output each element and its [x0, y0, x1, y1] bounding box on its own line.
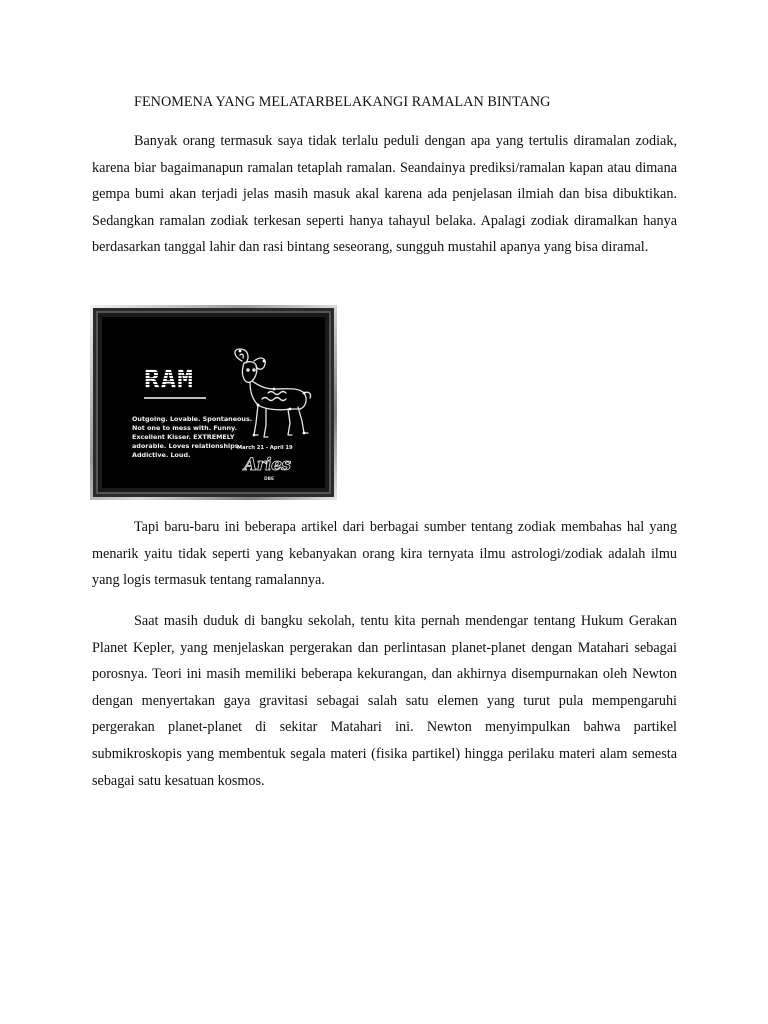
poster-dates: March 21 - April 19 — [237, 445, 293, 451]
paragraph-intro: Banyak orang termasuk saya tidak terlalu peduli dengan apa yang tertulis diramalan zodiak, karena biar bagaimanapun ramalan tetaplah ramalan. Seandainya prediksi/ramalan kapan atau dimana gempa bumi akan terjadi jelas masih masuk akal karena ada penjelasan ilmiah dan bisa dibuktikan. Sedangkan ramalan zodiak terkesan seperti hanya tahayul belaka. Apalagi zodiak diramalkan hanya berdasarkan tanggal lahir dan rasi bintang seseorang, sungguh mustahil apanya yang bisa diramal. — [92, 133, 677, 256]
poster-traits: Outgoing. Lovable. Spontaneous. Not one to mess with. Funny. Excellent Kisser. EXTREMELY adorable. Loves relationships. Addictive. Loud. — [132, 415, 253, 459]
poster-heading-underline — [144, 397, 206, 399]
poster-frame — [93, 308, 334, 497]
poster-sign-name: Aries — [244, 455, 291, 475]
aries-poster-image — [90, 305, 337, 500]
poster-sign-subtitle: DBE — [264, 477, 274, 482]
poster-heading: RAM — [144, 365, 194, 395]
document-title: FENOMENA YANG MELATARBELAKANGI RAMALAN BINTANG — [134, 94, 551, 110]
paragraph-articles: Tapi baru-baru ini beberapa artikel dari berbagai sumber tentang zodiak membahas hal yang menarik yaitu tidak seperti yang kebanyakan orang kira ternyata ilmu astrologi/zodiak adalah ilmu yang logis termasuk tentang ramalannya. — [92, 519, 677, 589]
poster-canvas — [102, 317, 325, 488]
ram-constellation-icon — [228, 347, 314, 443]
paragraph-kepler-newton: Saat masih duduk di bangku sekolah, tentu kita pernah mendengar tentang Hukum Gerakan Planet Kepler, yang menjelaskan pergerakan dan perlintasan planet-planet dengan Matahari sebagai porosnya. Teori ini masih memiliki beberapa kekurangan, dan akhirnya disempurnakan oleh Newton dengan menyertakan gaya gravitasi sebagai salah satu elemen yang turut pula mempengaruhi pergerakan planet-planet di sekitar Matahari ini. Newton menyimpulkan bahwa partikel submikroskopis yang membentuk segala materi (fisika partikel) hingga perilaku materi alam semesta sebagai satu kesatuan kosmos. — [92, 613, 677, 789]
